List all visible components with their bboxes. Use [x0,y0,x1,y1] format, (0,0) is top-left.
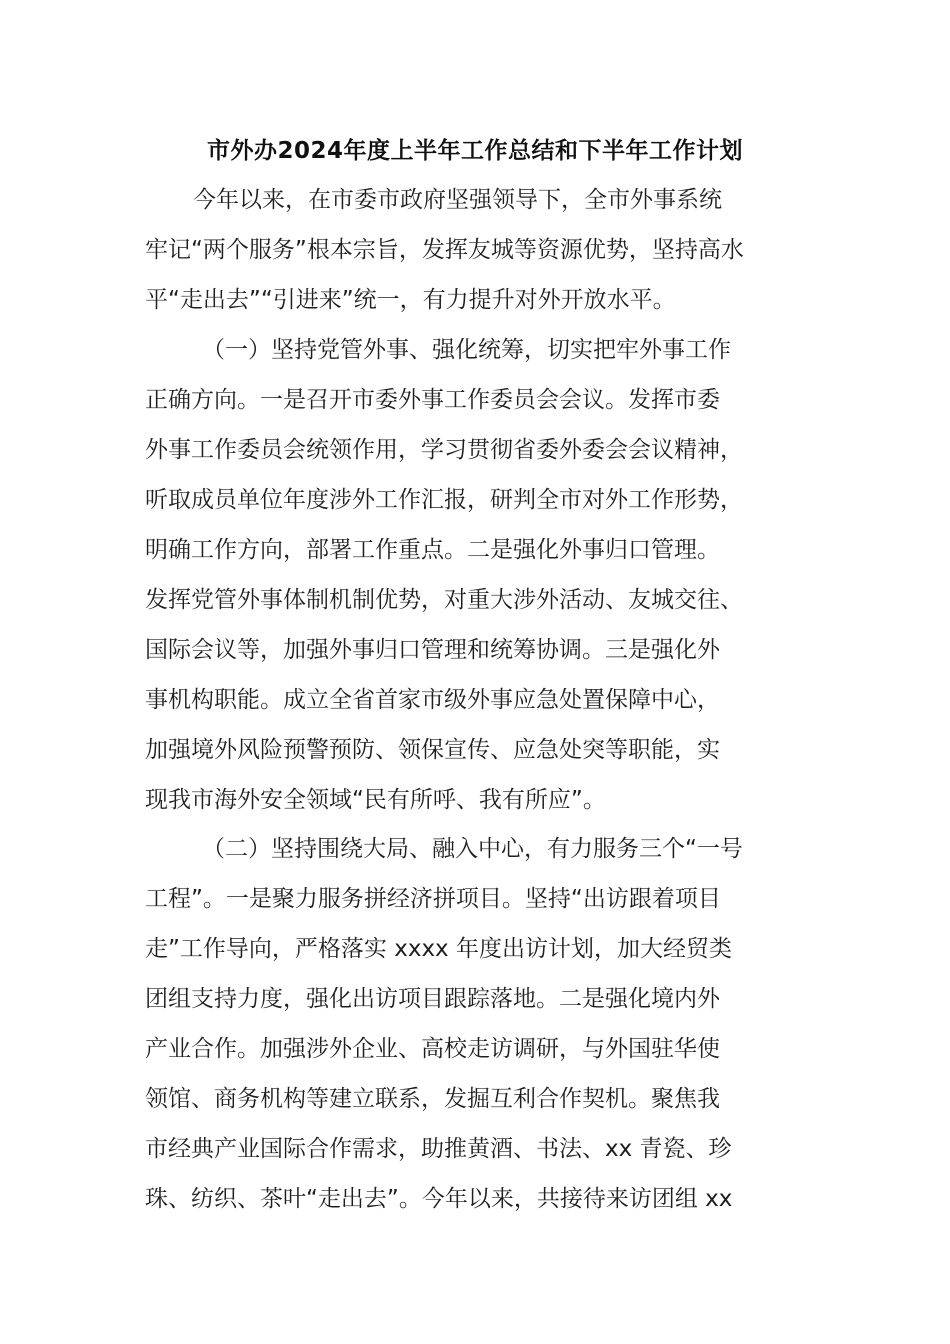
paragraph-line: 正确方向。一是召开市委外事工作委员会会议。发挥市委 [145,387,720,413]
paragraph-line: 工程”。一是聚力服务拼经济拼项目。坚持“出访跟着项目 [145,886,721,912]
document-title: 市外办2024年度上半年工作总结和下半年工作计划 [206,138,743,164]
section-heading-line: （一）坚持党管外事、强化统筹，切实把牢外事工作 [202,337,731,363]
paragraph-line: 团组支持力度，强化出访项目跟踪落地。二是强化境内外 [145,986,720,1012]
paragraph-line: 牢记“两个服务”根本宗旨，发挥友城等资源优势，坚持高水 [145,237,744,263]
paragraph-line: 国际会议等，加强外事归口管理和统筹协调。三是强化外 [145,637,720,663]
paragraph-line: 走”工作导向，严格落实 xxxx 年度出访计划，加大经贸类 [145,936,732,962]
paragraph-line: 听取成员单位年度涉外工作汇报，研判全市对外工作形势， [145,487,743,513]
paragraph-line: 发挥党管外事体制机制优势，对重大涉外活动、友城交往、 [145,587,743,613]
paragraph-line: 市经典产业国际合作需求，助推黄酒、书法、xx 青瓷、珍 [145,1136,732,1162]
paragraph-line: 现我市海外安全领域“民有所呼、我有所应”。 [145,787,606,813]
paragraph-line: 加强境外风险预警预防、领保宣传、应急处突等职能，实 [145,737,720,763]
section-heading-line: （二）坚持围绕大局、融入中心，有力服务三个“一号 [202,836,743,862]
paragraph-line: 平“走出去”“引进来”统一，有力提升对外开放水平。 [145,287,676,313]
paragraph-line: 产业合作。加强涉外企业、高校走访调研，与外国驻华使 [145,1036,720,1062]
paragraph-line: 外事工作委员会统领作用，学习贯彻省委外委会会议精神， [145,437,743,463]
paragraph-line: 事机构职能。成立全省首家市级外事应急处置保障中心， [145,687,720,713]
paragraph-line: 今年以来，在市委市政府坚强领导下，全市外事系统 [193,187,722,213]
paragraph-line: 明确工作方向，部署工作重点。二是强化外事归口管理。 [145,537,720,563]
paragraph-line: 领馆、商务机构等建立联系，发掘互利合作契机。聚焦我 [145,1086,720,1112]
paragraph-line: 珠、纺织、茶叶“走出去”。今年以来，共接待来访团组 xx [145,1186,733,1212]
